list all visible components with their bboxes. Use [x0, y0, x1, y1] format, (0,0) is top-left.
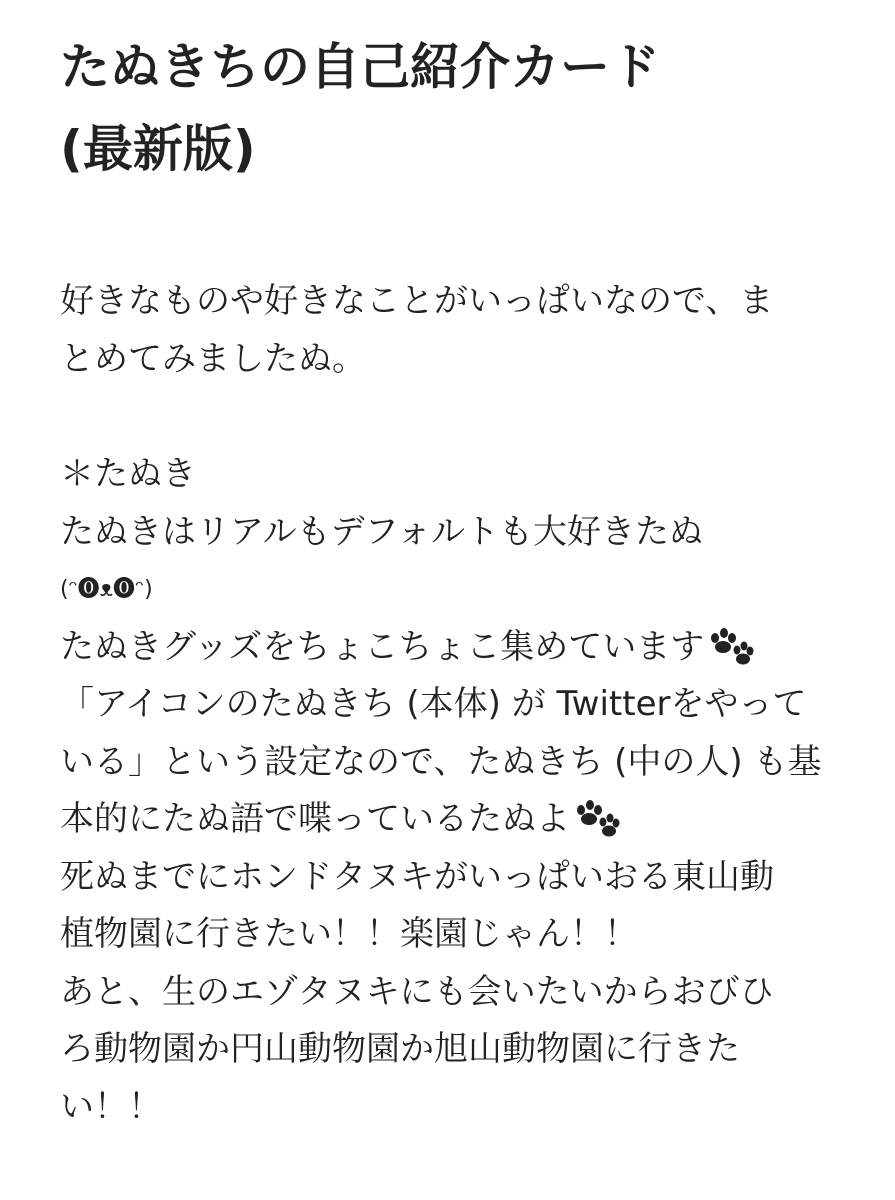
section-line-6	[60, 791, 850, 849]
section-line-5: いる」という設定なので、たぬきち (中の人) も基	[60, 741, 822, 782]
section-line-3-text: たぬきグッズをちょこちょこ集めています	[60, 626, 705, 667]
section-tanuki	[60, 446, 850, 1136]
section-line-8: 植物園に行きたい！！楽園じゃん！！	[60, 914, 638, 954]
section-line-11: い！！	[60, 1086, 162, 1127]
paw-print-icon	[572, 798, 620, 838]
page-title	[60, 0, 850, 190]
paw-print-icon	[706, 626, 754, 666]
section-line-4: 「アイコンのたぬきち (本体) が Twitterをやって	[60, 684, 807, 724]
title-line-1: たぬきちの自己紹介カード	[60, 38, 660, 96]
section-line-3	[60, 619, 850, 677]
section-heading: ＊たぬき	[60, 454, 196, 494]
kaomoji: (ᵔ⓿ᴥ⓿ᵔ)	[60, 577, 153, 602]
section-line-9: あと、生のエゾタヌキにも会いたいからおびひ	[60, 971, 774, 1012]
section-line-1: たぬきはリアルもデフォルトも大好きたぬ	[60, 511, 703, 552]
section-line-6-text: 本的にたぬ語で喋っているたぬよ	[60, 799, 570, 839]
section-line-7: 死ぬまでにホンドタヌキがいっぱいおる東山動	[60, 856, 774, 897]
intro-paragraph	[60, 272, 850, 388]
section-line-10: ろ動物園か円山動物園か旭山動物園に行きた	[60, 1029, 740, 1069]
title-line-2: (最新版)	[60, 120, 256, 178]
intro-line-1: 好きなものや好きなことがいっぱいなので、ま	[60, 281, 774, 321]
intro-line-2: とめてみましたぬ。	[60, 339, 366, 379]
article	[60, 0, 850, 1136]
